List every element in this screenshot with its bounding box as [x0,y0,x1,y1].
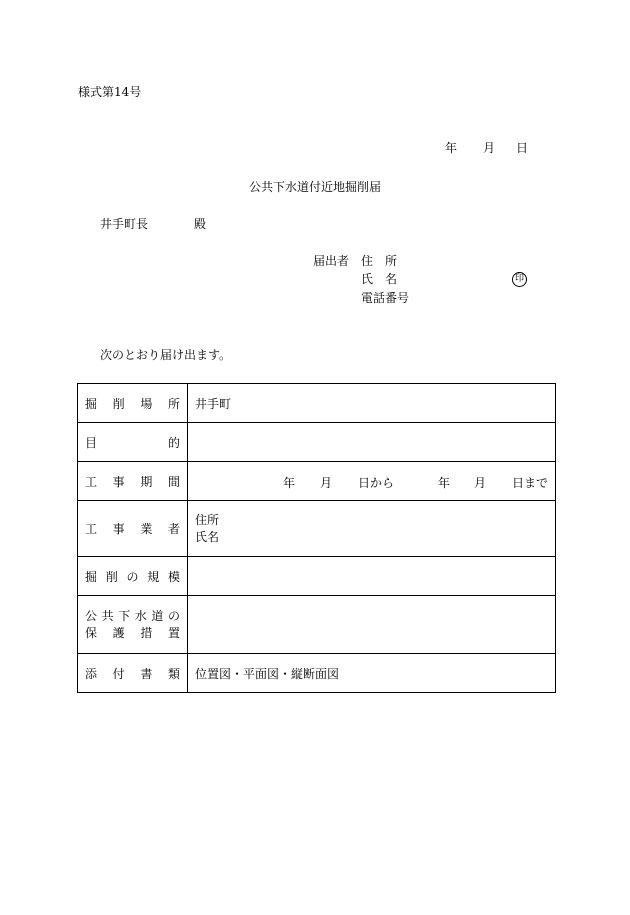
row-purpose [78,423,556,462]
row-scale [78,557,556,596]
contractor-address-label: 住所 [195,512,220,527]
date-day-label: 日 [516,141,529,155]
addressee: 井手町長 [100,217,149,231]
protection-label: 公 共 下 水 道 の 保 護 措 置 [78,596,188,654]
applicant-name-label: 氏 名 [361,272,398,286]
row-period [78,462,556,501]
period-from-year: 年 [283,476,296,490]
protection-value [188,596,556,654]
row-attachments [78,654,556,693]
date-year-label: 年 [445,141,458,155]
purpose-label: 目 的 [78,423,188,462]
period-value [188,462,556,501]
applicant-phone-label: 電話番号 [361,291,410,305]
date-month-label: 月 [483,141,496,155]
location-value: 井手町 [188,384,556,423]
contractor-value [188,501,556,557]
row-protection [78,596,556,654]
applicant-address-label: 住 所 [361,254,398,268]
seal-mark: 印 [512,272,527,287]
application-table [77,383,556,693]
period-from-day: 日から [358,476,395,490]
contractor-name-label: 氏名 [195,529,220,544]
contractor-label: 工 事 業 者 [78,501,188,557]
scale-value [188,557,556,596]
form-number: 様式第14号 [78,85,142,99]
period-to-day: 日まで [512,476,549,490]
document-title: 公共下水道付近地掘削届 [248,180,381,194]
attachments-label: 添 付 書 類 [78,654,188,693]
period-to-year: 年 [438,476,451,490]
location-label: 掘 削 場 所 [78,384,188,423]
period-to-month: 月 [474,476,487,490]
purpose-value [188,423,556,462]
period-label: 工 事 期 間 [78,462,188,501]
period-from-month: 月 [320,476,333,490]
row-location [78,384,556,423]
honorific: 殿 [194,217,207,231]
row-contractor [78,501,556,557]
intro-text: 次のとおり届け出ます。 [100,348,232,362]
applicant-label: 届出者 [313,254,350,268]
scale-label: 掘 削 の 規 模 [78,557,188,596]
attachments-value: 位置図・平面図・縦断面図 [188,654,556,693]
